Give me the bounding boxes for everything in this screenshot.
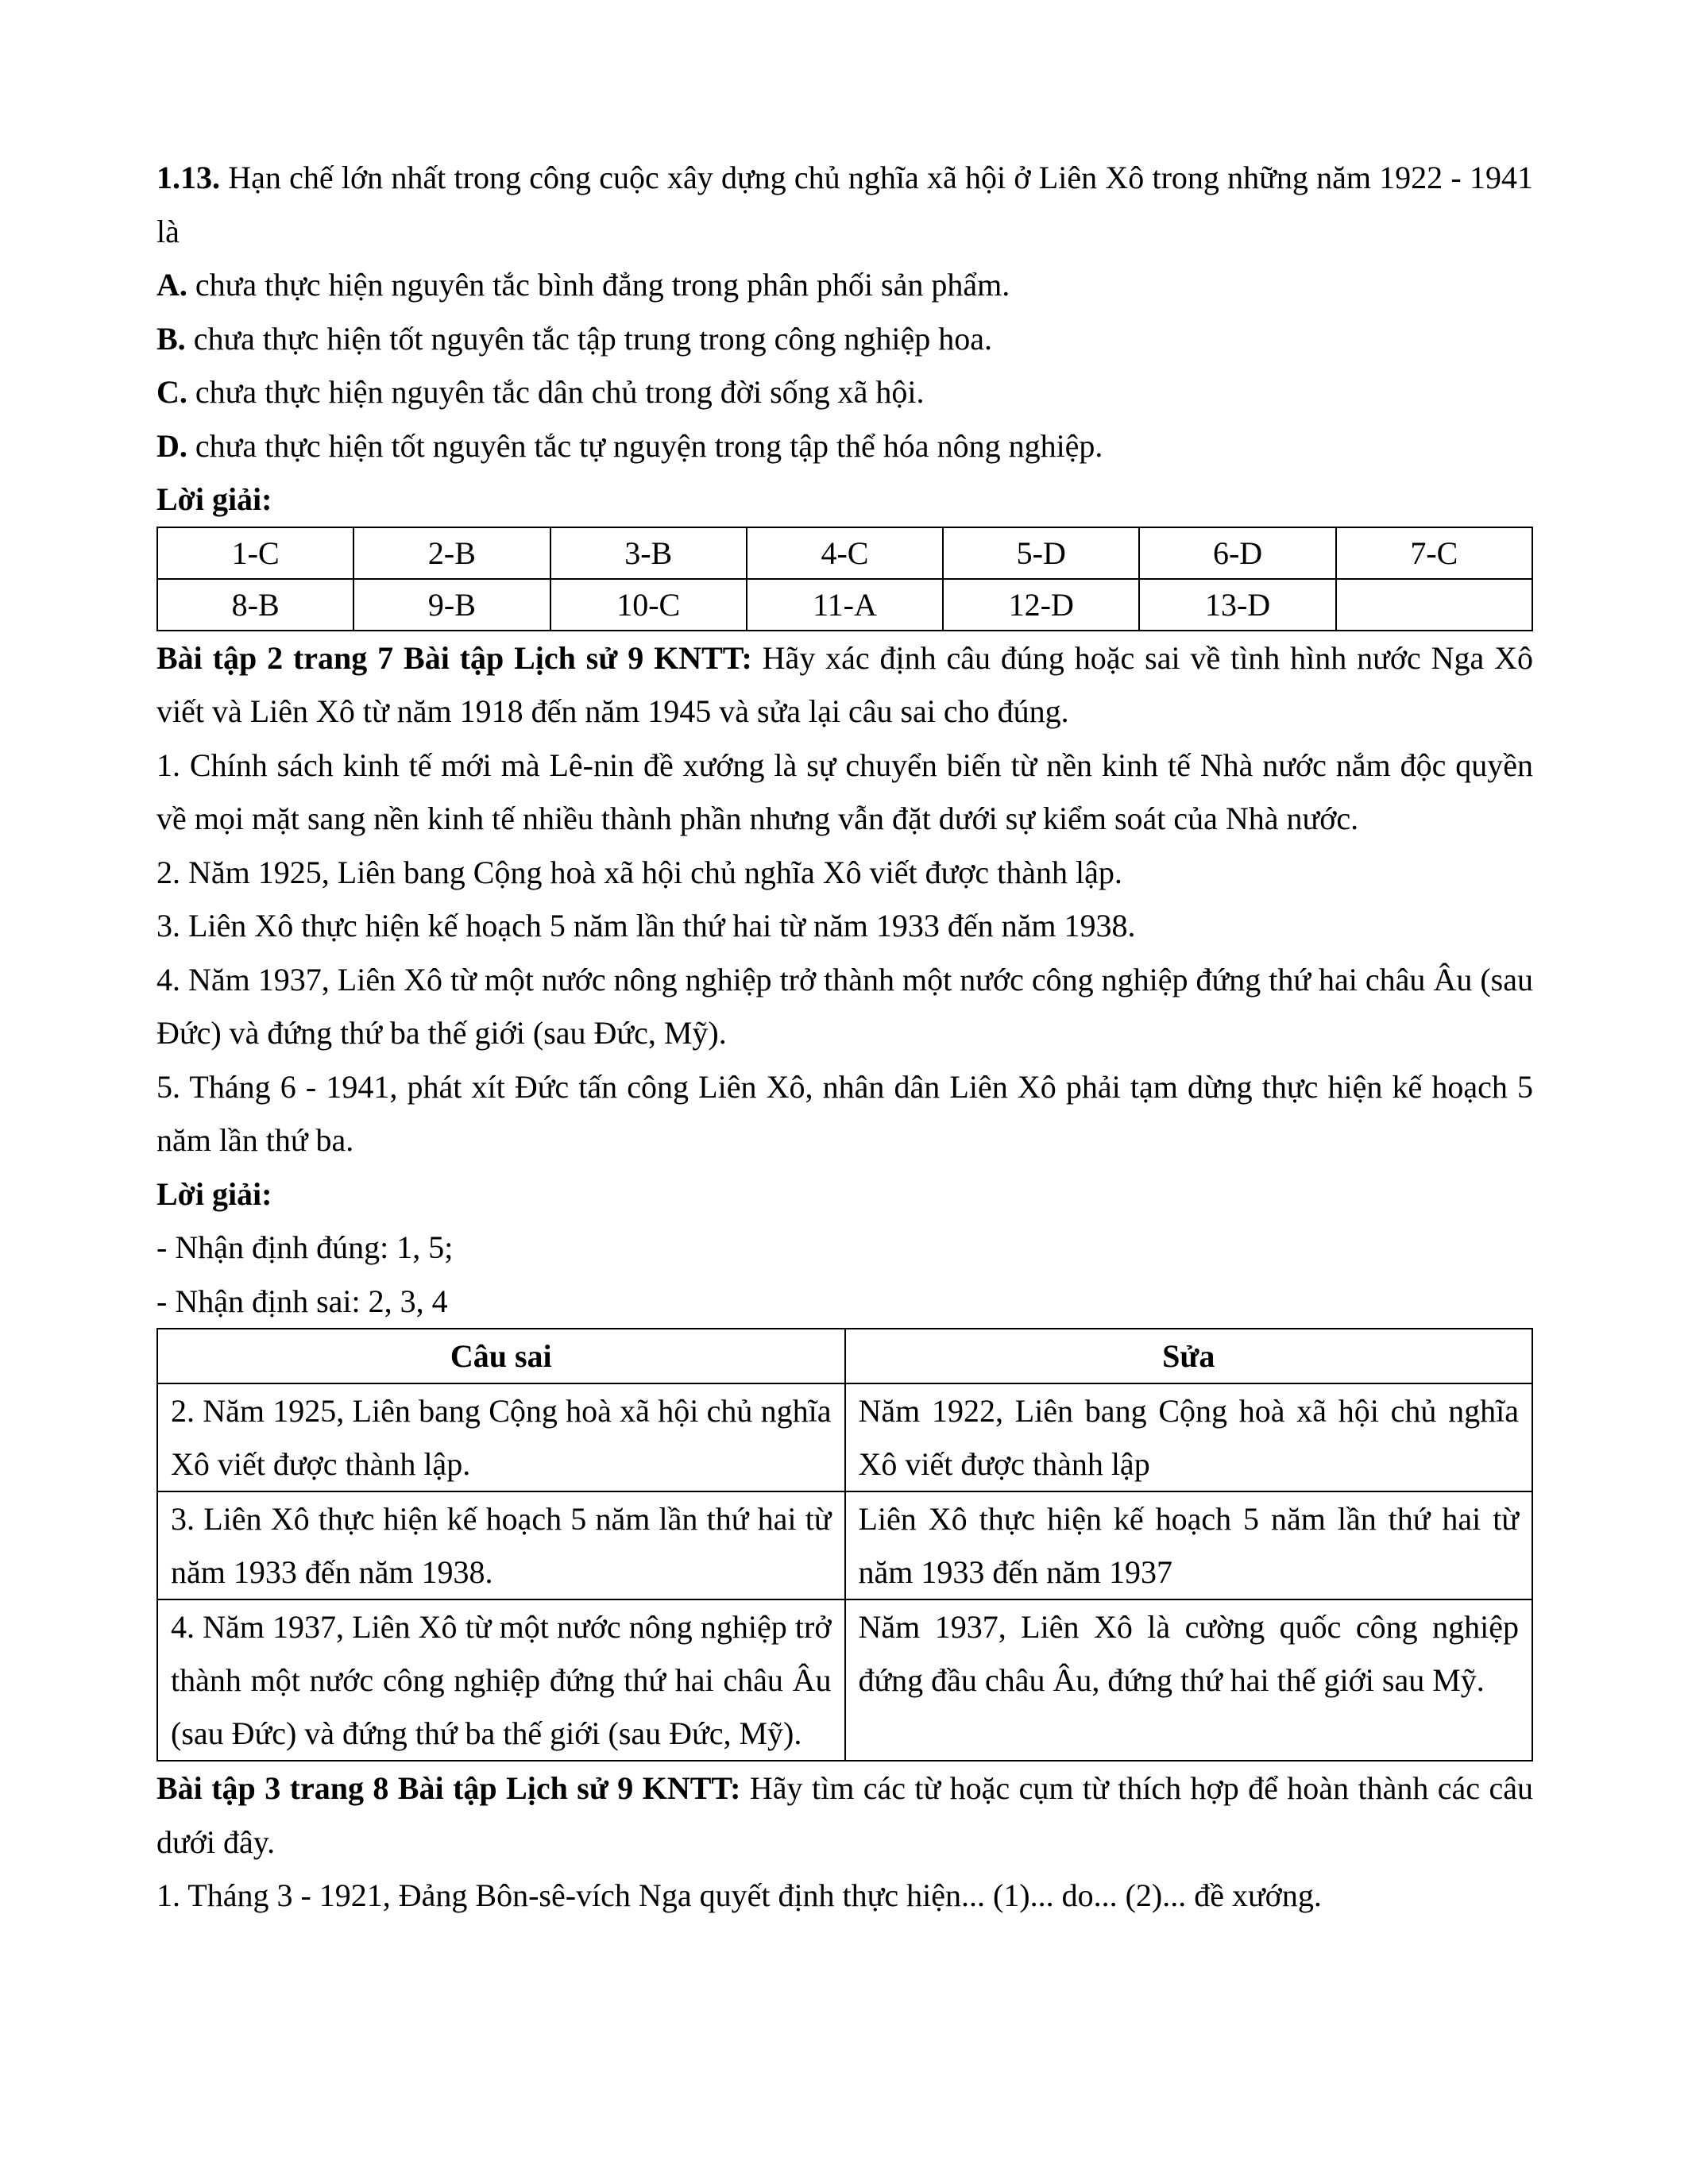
option-label: B.: [156, 320, 186, 357]
question-1-13: [156, 151, 1533, 258]
answer-cell: 9-B: [353, 579, 550, 631]
statement-2: 2. Năm 1925, Liên bang Cộng hoà xã hội chủ nghĩa Xô viết được thành lập.: [156, 854, 1122, 890]
answer-table: [156, 527, 1533, 631]
answer-cell: 5-D: [943, 527, 1139, 579]
option-text: chưa thực hiện tốt nguyên tắc tự nguyện trong tập thể hóa nông nghiệp.: [195, 427, 1103, 464]
answer-cell: 2-B: [353, 527, 550, 579]
answer-cell: 4-C: [747, 527, 943, 579]
option-label: D.: [156, 427, 187, 464]
option-label: C.: [156, 374, 187, 410]
option-a: [156, 258, 1533, 312]
solution-label: [156, 473, 1533, 527]
column-header-fix: Sửa: [845, 1329, 1533, 1383]
question-number: 1.13.: [156, 160, 220, 195]
table-header-row: [157, 1329, 1532, 1383]
answer-cell: [1336, 579, 1532, 631]
wrong-cell: 3. Liên Xô thực hiện kế hoạch 5 năm lần thứ hai từ năm 1933 đến năm 1938.: [157, 1491, 845, 1599]
fix-cell: Năm 1922, Liên bang Cộng hoà xã hội chủ nghĩa Xô viết được thành lập: [845, 1383, 1533, 1491]
wrong-cell: 2. Năm 1925, Liên bang Cộng hoà xã hội chủ nghĩa Xô viết được thành lập.: [157, 1383, 845, 1491]
fill-item-1: 1. Tháng 3 - 1921, Đảng Bôn-sê-vích Nga quyết định thực hiện... (1)... do... (2)... đề xướng.: [156, 1877, 1322, 1913]
exercise-title: Bài tập 3 trang 8 Bài tập Lịch sử 9 KNTT:: [156, 1770, 741, 1806]
statement-1: 1. Chính sách kinh tế mới mà Lê-nin đề xướng là sự chuyển biến từ nền kinh tế Nhà nước nắm độc quyền về mọi mặt sang nền kinh tế nhiều thành phần nhưng vẫn đặt dưới sự kiểm soát của Nhà nước.: [156, 747, 1533, 836]
option-b: [156, 312, 1533, 366]
option-d: [156, 419, 1533, 473]
exercise-title: Bài tập 2 trang 7 Bài tập Lịch sử 9 KNTT:: [156, 639, 752, 676]
table-row: [157, 1599, 1532, 1761]
answer-cell: 10-C: [550, 579, 747, 631]
exercise-prompt: Hãy xác định câu đúng hoặc sai về tình hình nước Nga Xô viết và Liên Xô từ năm 1918 đến năm 1945 và sửa lại câu sai cho đúng.: [156, 639, 1534, 729]
answer-cell: 13-D: [1139, 579, 1335, 631]
answer-cell: 11-A: [747, 579, 943, 631]
exercise-2-heading: [156, 631, 1533, 739]
column-header-wrong: Câu sai: [157, 1329, 845, 1383]
wrong-statements: - Nhận định sai: 2, 3, 4: [156, 1283, 448, 1319]
option-label: A.: [156, 267, 187, 303]
statement-5: 5. Tháng 6 - 1941, phát xít Đức tấn công Liên Xô, nhân dân Liên Xô phải tạm dừng thực hiện kế hoạch 5 năm lần thứ ba.: [156, 1068, 1533, 1158]
solution-heading: Lời giải:: [156, 1175, 272, 1212]
answer-cell: 1-C: [157, 527, 353, 579]
statement-4: 4. Năm 1937, Liên Xô từ một nước nông nghiệp trở thành một nước công nghiệp đứng thứ hai châu Âu (sau Đức) và đứng thứ ba thế giới (sau Đức, Mỹ).: [156, 961, 1533, 1051]
fix-cell: Năm 1937, Liên Xô là cường quốc công nghiệp đứng đầu châu Âu, đứng thứ hai thế giới sau Mỹ.: [845, 1599, 1533, 1761]
option-text: chưa thực hiện tốt nguyên tắc tập trung trong công nghiệp hoa.: [193, 320, 992, 357]
option-text: chưa thực hiện nguyên tắc bình đẳng trong phân phối sản phẩm.: [195, 267, 1010, 303]
answer-cell: 8-B: [157, 579, 353, 631]
answer-cell: 7-C: [1336, 527, 1532, 579]
solution-label: [156, 1167, 1533, 1221]
exercise-prompt: Hãy tìm các từ hoặc cụm từ thích hợp để hoàn thành các câu dưới đây.: [156, 1770, 1533, 1860]
document-page: [156, 151, 1533, 1923]
correction-table: [156, 1328, 1533, 1761]
option-text: chưa thực hiện nguyên tắc dân chủ trong đời sống xã hội.: [195, 374, 925, 410]
table-row: [157, 527, 1532, 579]
wrong-cell: 4. Năm 1937, Liên Xô từ một nước nông nghiệp trở thành một nước công nghiệp đứng thứ hai châu Âu (sau Đức) và đứng thứ ba thế giới (sau Đức, Mỹ).: [157, 1599, 845, 1761]
solution-heading: Lời giải:: [156, 481, 272, 517]
fix-cell: Liên Xô thực hiện kế hoạch 5 năm lần thứ hai từ năm 1933 đến năm 1937: [845, 1491, 1533, 1599]
statement-3: 3. Liên Xô thực hiện kế hoạch 5 năm lần thứ hai từ năm 1933 đến năm 1938.: [156, 908, 1136, 943]
exercise-3-heading: [156, 1761, 1533, 1869]
question-stem: Hạn chế lớn nhất trong công cuộc xây dựng chủ nghĩa xã hội ở Liên Xô trong những năm 1922 - 1941 là: [156, 160, 1533, 249]
answer-cell: 12-D: [943, 579, 1139, 631]
table-row: [157, 1491, 1532, 1599]
table-row: [157, 1383, 1532, 1491]
option-c: [156, 365, 1533, 419]
correct-statements: - Nhận định đúng: 1, 5;: [156, 1229, 454, 1265]
answer-cell: 6-D: [1139, 527, 1335, 579]
table-row: [157, 579, 1532, 631]
answer-cell: 3-B: [550, 527, 747, 579]
